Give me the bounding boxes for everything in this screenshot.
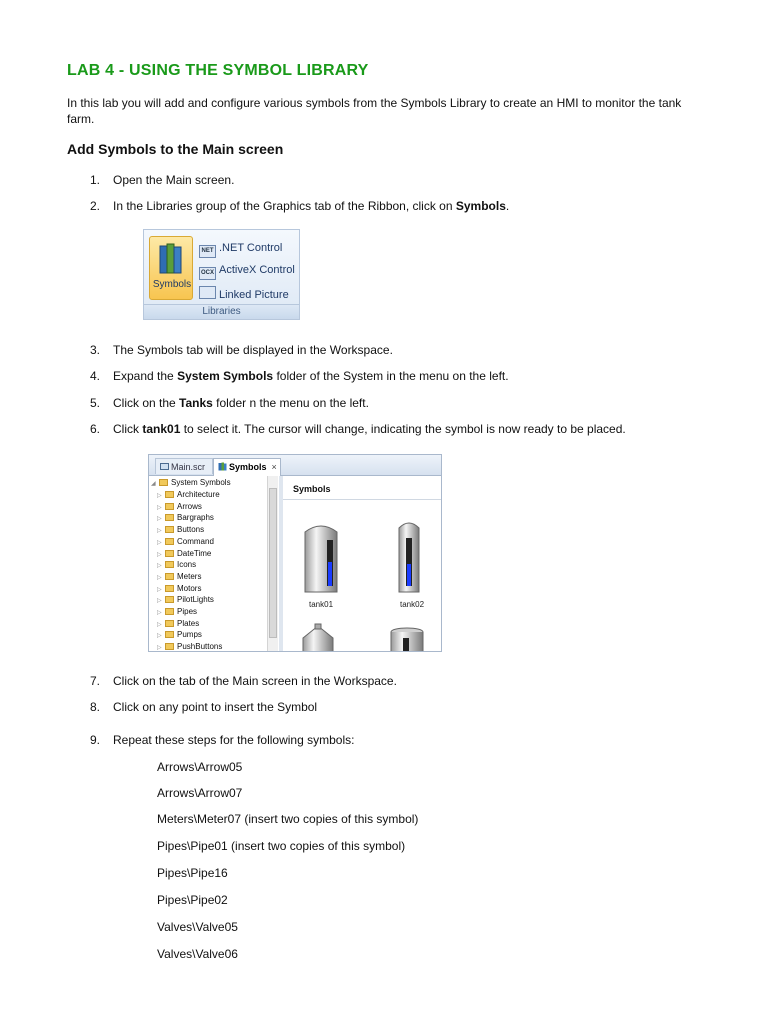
symbols-tree [149,476,279,652]
expand-arrow-icon[interactable]: ▷ [157,645,162,652]
tree-item-label: Plates [177,618,200,628]
tree-root-label: System Symbols [171,478,231,487]
section-heading: Add Symbols to the Main screen [67,141,284,157]
step-number: 1. [90,173,101,187]
expand-arrow-icon[interactable]: ▷ [157,610,162,616]
tree-item[interactable] [157,525,204,536]
step-2 [90,199,509,213]
expand-arrow-icon[interactable]: ▷ [157,493,162,499]
folder-icon [165,620,174,627]
step-4 [90,369,509,383]
step-text: Click on any point to insert the Symbol [113,700,318,714]
tree-item[interactable] [157,619,199,630]
step-text: Open the Main screen. [113,173,235,187]
step-number: 5. [90,396,101,410]
step-text: Click [113,422,143,436]
symbols-pane [283,476,441,652]
tree-item-label: Architecture [177,490,220,499]
intro-paragraph: In this lab you will add and configure various symbols from the Symbols Library to create an HMI to monitor the tank farm. [67,96,682,126]
step-9 [90,733,354,747]
symbol-item: Arrows\Arrow07 [157,786,243,800]
tree-item[interactable] [157,607,197,618]
tank01-symbol[interactable] [301,518,341,598]
step-number: 3. [90,343,101,357]
libraries-group-label: Libraries [144,304,299,319]
step-number: 4. [90,369,101,383]
tree-item-label: Icons [177,560,197,570]
tree-item-label: Motors [177,583,202,593]
step-number: 7. [90,674,101,688]
scrollbar-thumb[interactable] [269,488,277,638]
tree-root[interactable] [151,478,231,489]
step-3 [90,343,393,357]
expand-arrow-icon[interactable]: ▷ [157,574,162,581]
tree-item-label: Meters [177,571,202,581]
ribbon-libraries-group [143,229,300,320]
activex-control-button[interactable] [199,264,295,280]
expand-arrow-icon[interactable]: ▷ [157,516,162,523]
symbol-item: Pipes\Pipe02 [157,893,228,907]
net-control-icon: NET [199,245,216,258]
expand-arrow-icon[interactable]: ▷ [157,633,162,640]
activex-control-icon: OCX [199,267,216,280]
tree-item[interactable] [157,560,196,571]
tree-item-label: Pipes [177,607,198,616]
tree-item[interactable] [157,549,211,560]
folder-icon [165,503,174,510]
tree-item[interactable] [157,537,214,548]
folder-icon [165,596,174,603]
tank03-symbol[interactable] [301,622,335,652]
tree-item[interactable] [157,502,202,513]
symbols-button-label: Symbols [152,279,192,290]
tab-main-label: Main.scr [171,462,206,472]
step-text: Repeat these steps for the following symbols: [113,733,355,747]
symbols-button[interactable] [149,236,193,300]
expand-arrow-icon[interactable]: ▷ [157,551,162,558]
step-1 [90,173,234,187]
folder-icon [165,608,174,615]
symbol-item: Valves\Valve06 [157,947,238,961]
tree-item-label: Buttons [177,525,205,535]
step-text: Click on the [113,396,180,410]
page-title: LAB 4 - USING THE SYMBOL LIBRARY [67,62,369,79]
symbols-tab-icon [218,462,227,471]
folder-icon [165,491,174,498]
folder-icon [159,479,168,486]
tab-symbols[interactable] [213,458,281,476]
net-control-label: .NET Control [219,242,283,254]
symbol-item: Arrows\Arrow05 [157,760,243,774]
tree-item-label: Pumps [177,630,202,640]
tank04-symbol[interactable] [389,626,425,652]
tab-main-screen[interactable] [155,458,213,474]
step-bold: tank01 [142,422,181,436]
tree-item[interactable] [157,513,214,524]
screen-icon [160,463,169,471]
tree-item[interactable] [157,572,201,583]
step-8 [90,700,317,714]
expand-arrow-icon[interactable]: ▷ [157,621,162,628]
linked-picture-label: Linked Picture [219,289,289,301]
expand-arrow-icon[interactable]: ▷ [157,539,162,546]
expand-arrow-icon[interactable]: ▷ [157,504,162,511]
step-number: 6. [90,422,101,436]
tank02-symbol[interactable] [397,518,421,598]
step-bold: System Symbols [177,369,274,383]
step-bold: Tanks [179,396,213,410]
step-5 [90,396,369,410]
linked-picture-button[interactable] [199,286,289,301]
net-control-button[interactable] [199,242,282,258]
tree-item-label: Arrows [177,501,202,511]
folder-icon [165,561,174,568]
step-text-end: . [505,199,510,213]
folder-icon [165,514,174,521]
tab-symbols-label: Symbols [229,462,267,472]
folder-icon [165,643,174,650]
folder-icon [165,538,174,545]
symbols-workspace [148,454,442,652]
step-6 [90,422,626,436]
folder-icon [165,526,174,533]
step-text-end: to select it. The cursor will change, indicating the symbol is now ready to be placed. [180,422,626,436]
tree-scrollbar[interactable] [267,476,278,652]
expand-arrow-icon[interactable]: ◢ [151,481,156,487]
expand-arrow-icon[interactable]: ▷ [157,586,162,593]
tree-item-label: PushButtons [177,642,223,652]
tank01-label: tank01 [309,600,334,609]
expand-arrow-icon[interactable]: ▷ [157,563,162,570]
symbol-item: Pipes\Pipe16 [157,866,228,880]
workspace-tab-bar [149,455,441,476]
linked-picture-icon [199,286,216,299]
step-text: Click on the tab of the Main screen in the Workspace. [113,674,397,688]
symbol-item: Pipes\Pipe01 (insert two copies of this symbol) [157,839,406,853]
step-text-end: folder n the menu on the left. [212,396,369,410]
tree-item-label: Command [177,536,214,546]
step-7 [90,674,397,688]
tree-item[interactable] [157,595,214,606]
tree-item[interactable] [157,490,220,501]
expand-arrow-icon[interactable]: ▷ [157,598,162,605]
folder-icon [165,631,174,638]
step-number: 2. [90,199,101,213]
tree-item-label: PilotLights [177,595,214,605]
step-text: Expand the [113,369,178,383]
activex-control-label: ActiveX Control [219,264,295,276]
symbols-books-icon [159,243,183,275]
expand-arrow-icon[interactable]: ▷ [157,528,162,535]
tree-item[interactable] [157,630,202,641]
folder-icon [165,585,174,592]
step-bold: Symbols [455,199,506,213]
folder-icon [165,550,174,557]
tree-item-label: DateTime [177,548,212,558]
step-number: 9. [90,733,101,747]
step-text: The Symbols tab will be displayed in the Workspace. [113,343,393,357]
symbol-item: Meters\Meter07 (insert two copies of this symbol) [157,812,419,826]
close-icon[interactable]: × [271,462,277,472]
symbols-pane-title: Symbols [283,484,441,500]
step-number: 8. [90,700,101,714]
tree-item-label: Bargraphs [177,513,214,523]
tree-item[interactable] [157,642,222,652]
tank02-label: tank02 [400,600,425,609]
step-text: In the Libraries group of the Graphics tab of the Ribbon, click on [113,199,456,213]
step-text-end: folder of the System in the menu on the left. [273,369,509,383]
tree-item[interactable] [157,584,201,595]
symbol-item: Valves\Valve05 [157,920,238,934]
folder-icon [165,573,174,580]
